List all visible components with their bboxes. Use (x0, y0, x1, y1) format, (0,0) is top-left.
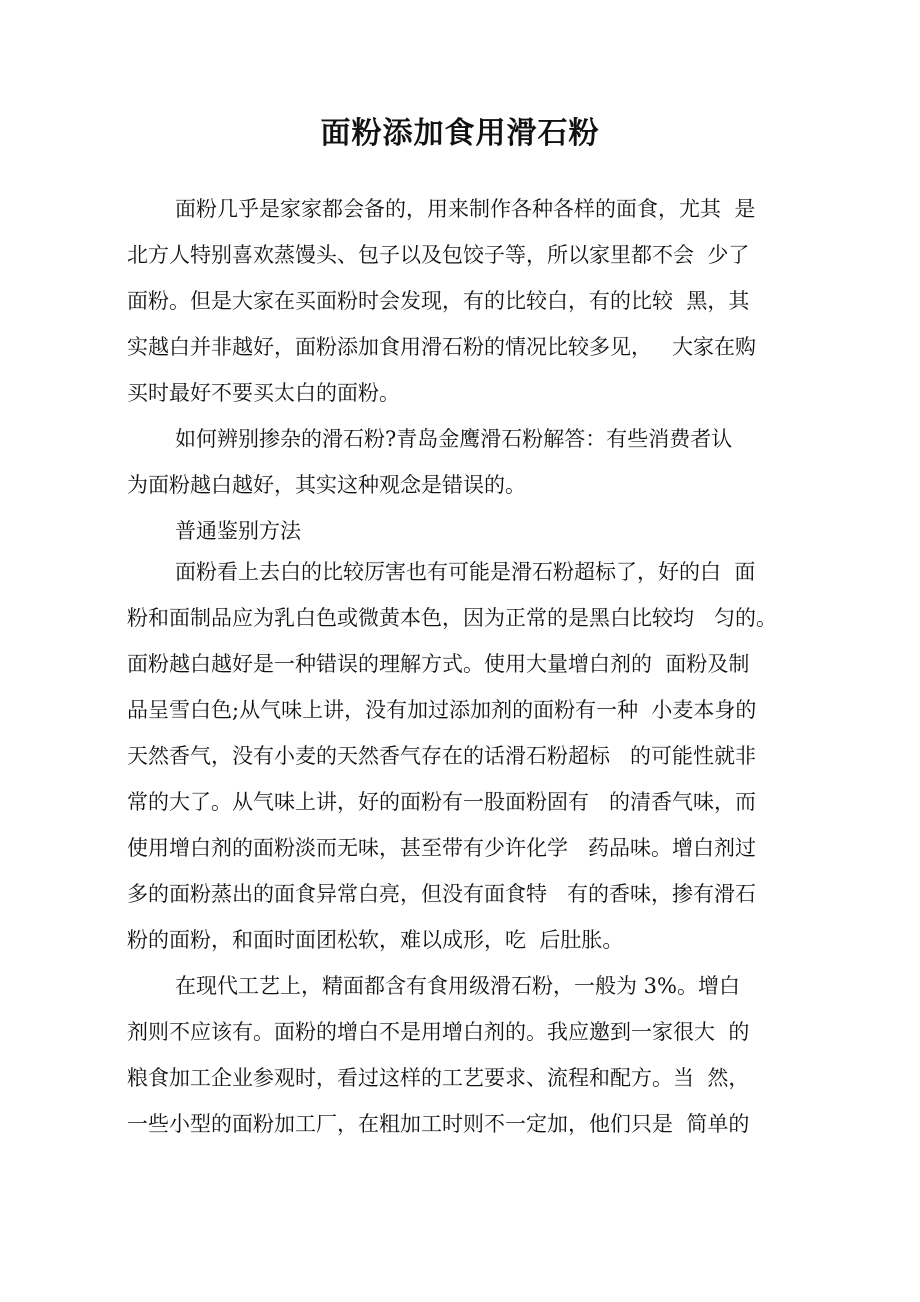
paragraph-line: 常的大了。从气味上讲，好的面粉有一股面粉固有 的清香气味，而 (127, 790, 757, 814)
paragraph-line: 品呈雪白色;从气味上讲，没有加过添加剂的面粉有一种 小麦本身的 (127, 698, 757, 722)
paragraph-line: 面粉越白越好是一种错误的理解方式。使用大量增白剂的 面粉及制 (127, 652, 750, 676)
paragraph-line: 面粉看上去白的比较厉害也有可能是滑石粉超标了，好的白 面 (175, 560, 756, 584)
paragraph-line: 粉的面粉，和面时面团松软，难以成形，吃 后肚胀。 (127, 928, 624, 952)
paragraph-line: 使用增白剂的面粉淡而无味，甚至带有少许化学 药品味。增白剂过 (127, 836, 757, 860)
paragraph-line: 粮食加工企业参观时，看过这样的工艺要求、流程和配方。当 然， (127, 1066, 750, 1090)
paragraph-line: 面粉。但是大家在买面粉时会发现，有的比较白，有的比较 黑，其 (127, 289, 750, 313)
paragraph-line: 粉和面制品应为乳白色或微黄本色，因为正常的是黑白比较均 匀的。 (127, 606, 778, 630)
paragraph-line: 多的面粉蒸出的面食异常白亮，但没有面食特 有的香味，掺有滑石 (127, 882, 757, 906)
document-title: 面粉添加食用滑石粉 (320, 116, 600, 151)
paragraph-line: 实越白并非越好，面粉添加食用滑石粉的情况比较多见， 大家在购 (127, 335, 757, 359)
paragraph-line: 天然香气，没有小麦的天然香气存在的话滑石粉超标 的可能性就非 (127, 744, 757, 768)
paragraph-line: 如何辨别掺杂的滑石粉?青岛金鹰滑石粉解答：有些消费者认 (175, 427, 733, 451)
paragraph-line: 为面粉越白越好，其实这种观念是错误的。 (127, 473, 526, 497)
paragraph-line: 北方人特别喜欢蒸馒头、包子以及包饺子等，所以家里都不会 少了 (127, 243, 750, 267)
paragraph-line: 在现代工艺上，精面都含有食用级滑石粉，一般为 3%。增白 (175, 974, 740, 998)
paragraph-line: 剂则不应该有。面粉的增白不是用增白剂的。我应邀到一家很大 的 (127, 1020, 750, 1044)
section-heading: 普通鉴别方法 (175, 519, 301, 543)
paragraph-line: 一些小型的面粉加工厂，在粗加工时则不一定加，他们只是 简单的 (127, 1112, 750, 1136)
paragraph-line: 面粉几乎是家家都会备的，用来制作各种各样的面食，尤其 是 (175, 197, 756, 221)
paragraph-line: 买时最好不要买太白的面粉。 (127, 381, 400, 405)
